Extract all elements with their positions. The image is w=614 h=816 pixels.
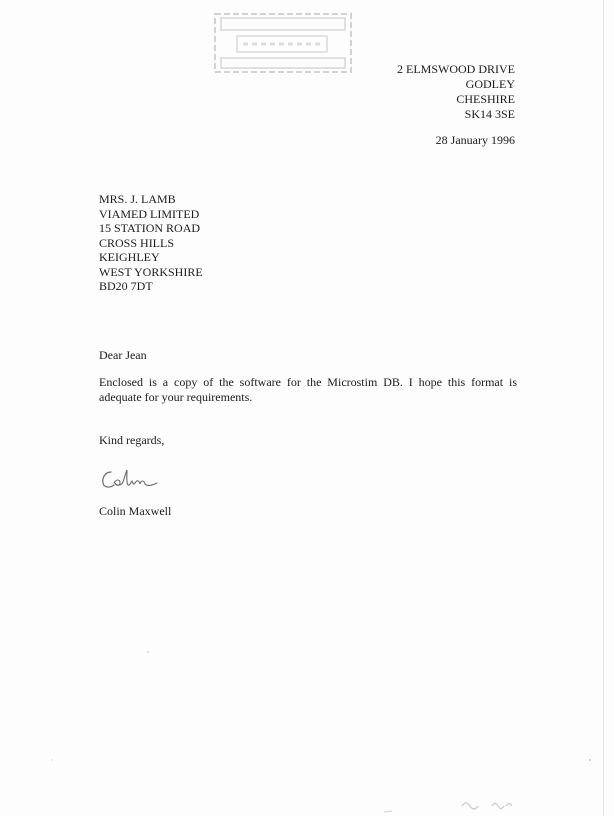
received-stamp (213, 12, 353, 74)
signer-name: Colin Maxwell (99, 504, 172, 518)
sender-address (397, 62, 515, 122)
stamp-graphic (213, 12, 353, 74)
sender-line: CHESHIRE (456, 92, 515, 106)
recipient-line: MRS. J. LAMB (99, 192, 176, 206)
scan-edge (603, 0, 604, 816)
recipient-line: BD20 7DT (99, 279, 153, 293)
handwritten-signature (99, 466, 163, 494)
recipient-line: KEIGHLEY (99, 250, 160, 264)
signature-icon (99, 466, 163, 494)
recipient-line: VIAMED LIMITED (99, 206, 200, 221)
salutation: Dear Jean (99, 348, 147, 362)
letter-date: 28 January 1996 (435, 133, 515, 147)
sender-line: GODLEY (465, 77, 515, 91)
recipient-line: 15 STATION ROAD (99, 221, 201, 235)
body-paragraph: Enclosed is a copy of the software for the Microstim DB. I hope this format is adequate for your requirements. (99, 375, 517, 404)
closing: Kind regards, (99, 433, 165, 447)
sender-line: SK14 3SE (464, 107, 515, 121)
recipient-address (99, 192, 203, 294)
sender-line: 2 ELMSWOOD DRIVE (397, 62, 515, 76)
recipient-line: CROSS HILLS (99, 235, 175, 250)
recipient-line: WEST YORKSHIRE (99, 264, 203, 279)
